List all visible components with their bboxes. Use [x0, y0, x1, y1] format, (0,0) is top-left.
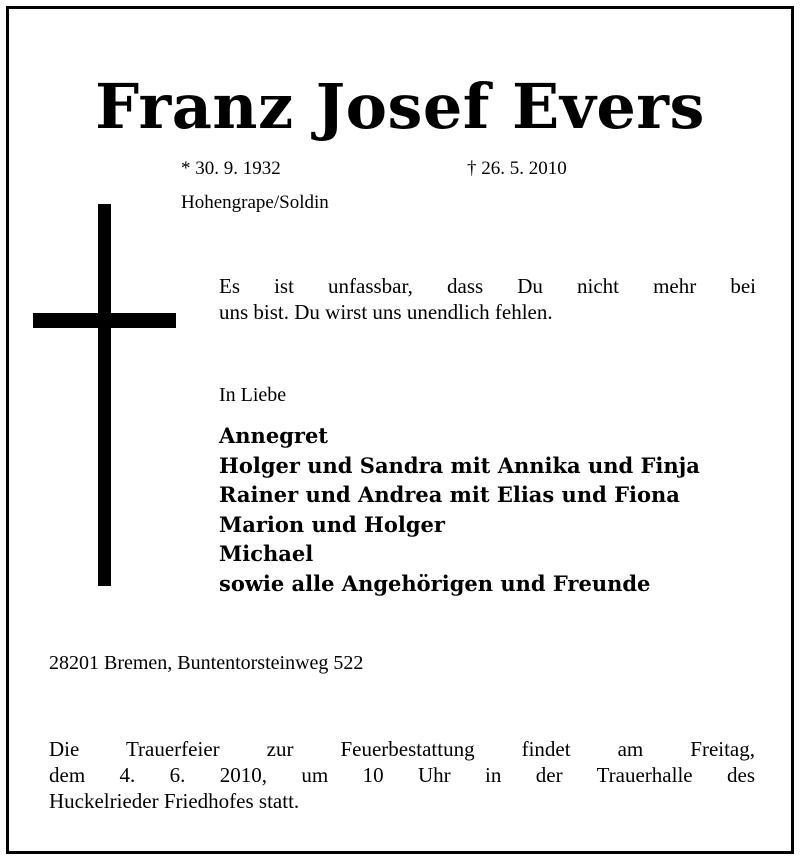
- mourner-item: Marion und Holger: [219, 511, 445, 537]
- in-love-label: In Liebe: [219, 384, 287, 406]
- ceremony-line: dem 4. 6. 2010, um 10 Uhr in der Trauerhalle des: [49, 763, 755, 787]
- mourner-item: Rainer und Andrea mit Elias und Fiona: [219, 482, 680, 508]
- ceremony-line: Die Trauerfeier zur Feuerbestattung findet am Freitag,: [49, 737, 755, 761]
- birth-date: * 30. 9. 1932: [181, 158, 281, 179]
- mourner-item: Annegret: [219, 423, 328, 448]
- ceremony-info: [49, 736, 755, 814]
- birthplace: Hohengrape/Soldin: [181, 192, 329, 213]
- quote-line: uns bist. Du wirst uns unendlich fehlen.: [219, 300, 553, 324]
- deceased-name: Franz Josef Evers: [95, 70, 705, 143]
- memorial-quote: [219, 273, 756, 325]
- mourner-item: Holger und Sandra mit Annika und Finja: [219, 452, 700, 478]
- mourners-list: [219, 421, 700, 599]
- cross-horizontal-bar: [33, 313, 176, 328]
- mourner-item: sowie alle Angehörigen und Freunde: [219, 570, 651, 596]
- mourner-item: Michael: [219, 541, 314, 567]
- ceremony-line: Huckelrieder Friedhofes statt.: [49, 789, 300, 813]
- obituary-notice: [6, 6, 794, 854]
- cross-vertical-bar: [98, 204, 111, 586]
- quote-line: Es ist unfassbar, dass Du nicht mehr bei: [219, 274, 756, 298]
- death-date: † 26. 5. 2010: [467, 158, 567, 179]
- family-address: 28201 Bremen, Buntentorsteinweg 522: [49, 652, 364, 674]
